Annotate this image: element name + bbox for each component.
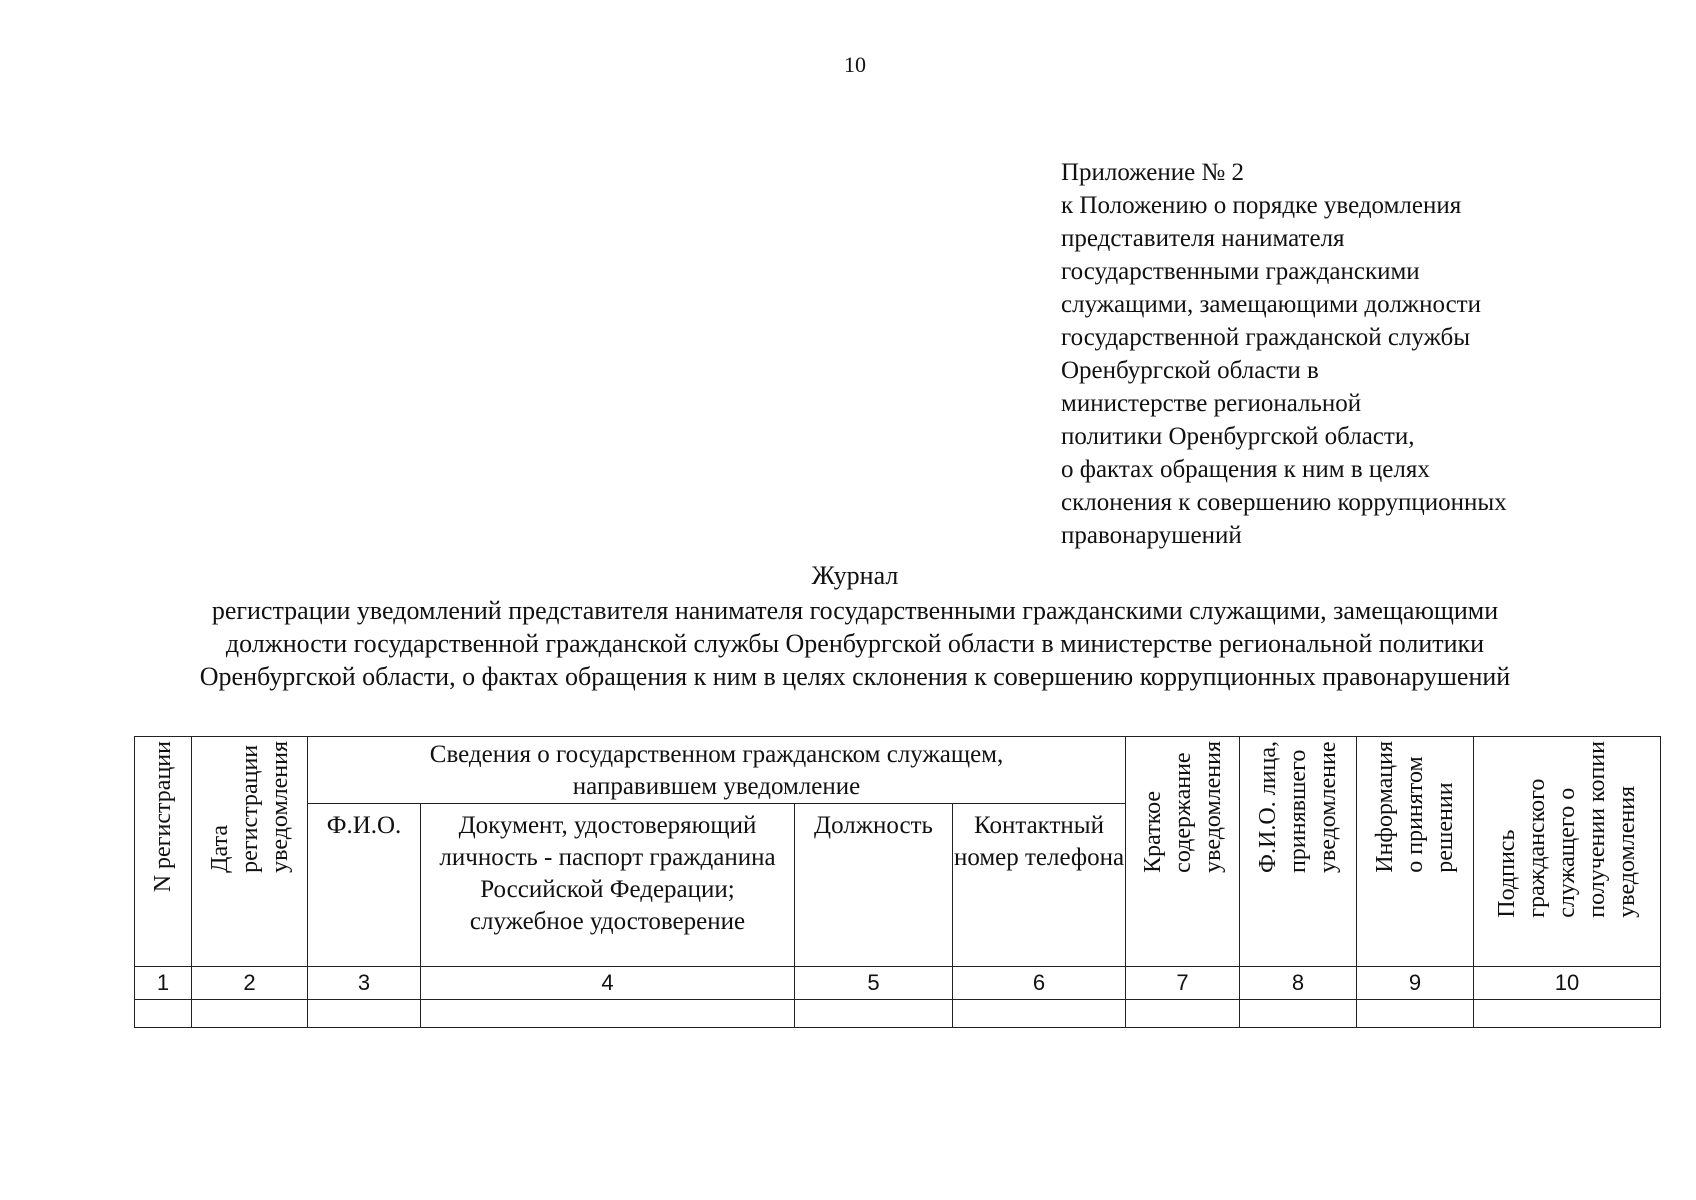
empty-table-row (135, 1000, 1661, 1028)
appendix-line: служащими, замещающими должности (1061, 291, 1481, 318)
empty-cell (192, 1000, 308, 1028)
appendix-line: политики Оренбургской области, (1061, 423, 1415, 450)
header-col-9 (1357, 737, 1474, 967)
header-col-2-label: Дата регистрации уведомления (206, 741, 293, 873)
appendix-line: склонения к совершению коррупционных (1061, 489, 1507, 516)
header-col-8 (1240, 737, 1357, 967)
appendix-line: о фактах обращения к ним в целях (1061, 456, 1430, 483)
header-col-5: Должность (795, 804, 953, 967)
column-number-row (135, 967, 1661, 1000)
column-number: 7 (1126, 967, 1240, 1000)
empty-cell (308, 1000, 421, 1028)
empty-cell (135, 1000, 192, 1028)
column-number: 5 (795, 967, 953, 1000)
group-header: Сведения о государственном гражданском служащем, направившем уведомление (308, 737, 1126, 804)
appendix-line: правонарушений (1061, 522, 1242, 549)
column-number: 1 (135, 967, 192, 1000)
header-col-7 (1126, 737, 1240, 967)
appendix-line: министерстве региональной (1061, 390, 1362, 417)
column-number: 8 (1240, 967, 1357, 1000)
journal-subtitle-line: должности государственной гражданской службы Оренбургской области в министерстве региональной политики (225, 629, 1485, 658)
header-col-9-label: Информация о принятом решении (1372, 741, 1459, 873)
appendix-line: Приложение № 2 (1061, 159, 1245, 186)
column-number: 6 (953, 967, 1126, 1000)
empty-cell (1357, 1000, 1474, 1028)
appendix-line: представителя нанимателя (1061, 225, 1345, 252)
appendix-line: государственными гражданскими (1061, 258, 1420, 285)
header-col-4: Документ, удостоверяющий личность - паспорт гражданина Российской Федерации; служебное удостоверение (421, 804, 795, 967)
journal-subtitle (100, 594, 1610, 693)
page-number: 10 (844, 52, 866, 77)
column-number: 10 (1474, 967, 1661, 1000)
empty-cell (1474, 1000, 1661, 1028)
header-col-10-label: Подпись гражданского служащего о получении копии уведомления (1494, 741, 1641, 918)
header-col-8-label: Ф.И.О. лица, принявшего уведомление (1255, 741, 1342, 873)
column-number: 2 (192, 967, 308, 1000)
header-col-2 (192, 737, 308, 967)
appendix-line: к Положению о порядке уведомления (1061, 192, 1462, 219)
header-col-1 (135, 737, 192, 967)
empty-cell (421, 1000, 795, 1028)
column-number: 9 (1357, 967, 1474, 1000)
header-col-10 (1474, 737, 1661, 967)
appendix-note (1061, 156, 1621, 552)
empty-cell (1240, 1000, 1357, 1028)
journal-subtitle-line: Оренбургской области, о фактах обращения к ним в целях склонения к совершению коррупционных правонарушений (199, 662, 1511, 691)
column-number: 3 (308, 967, 421, 1000)
header-col-6: Контактный номер телефона (953, 804, 1126, 967)
empty-cell (1126, 1000, 1240, 1028)
column-number: 4 (421, 967, 795, 1000)
header-row-1 (135, 737, 1661, 804)
journal-subtitle-line: регистрации уведомлений представителя нанимателя государственными гражданскими служащими, замещающими (211, 596, 1499, 625)
header-col-1-label: N регистрации (150, 741, 176, 893)
empty-cell (795, 1000, 953, 1028)
header-col-3: Ф.И.О. (308, 804, 421, 967)
journal-title: Журнал (811, 561, 899, 590)
appendix-line: Оренбургской области в (1061, 357, 1319, 384)
registration-table (134, 736, 1661, 1028)
empty-cell (953, 1000, 1126, 1028)
header-col-7-label: Краткое содержание уведомления (1139, 741, 1226, 873)
appendix-line: государственной гражданской службы (1061, 324, 1471, 351)
